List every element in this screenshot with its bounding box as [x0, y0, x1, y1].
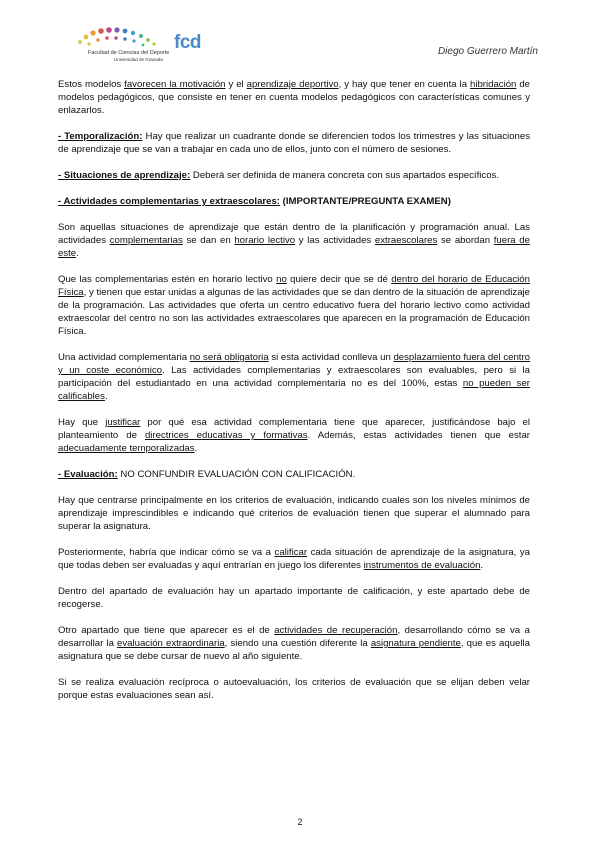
text-run: . Las actividades complementarias y extraescolares son evaluables, pero si la participación del estudiantado en una actividad complementaria no es del 100%, estas — [58, 365, 530, 389]
section-heading: - Actividades complementarias y extraescolares: — [58, 196, 281, 207]
logo-university-name: Universidad de Granada — [114, 57, 163, 62]
paragraph-justify — [58, 416, 530, 455]
text-run: Posteriormente, habría que indicar cómo se va a — [58, 547, 275, 558]
underlined-term: fuera de este — [58, 235, 530, 259]
paragraph-self-evaluation: Si se realiza evaluación recíproca o autoevaluación, los criterios de evaluación que se elijan deben velar porque estas evaluaciones sean así. — [58, 677, 530, 701]
underlined-term: desplazamiento fuera del centro y un coste económico — [58, 352, 530, 376]
section-heading: - Evaluación: — [58, 469, 118, 480]
underlined-term: complementarias — [109, 235, 183, 246]
underlined-term: actividades de recuperación — [274, 625, 398, 636]
underlined-term: evaluación extraordinaria — [117, 638, 225, 649]
underlined-term: dentro del horario de Educación Física — [58, 274, 530, 298]
text-run: . — [76, 248, 79, 259]
underlined-term: hibridación — [469, 79, 517, 90]
text-run: Otro apartado que tiene que aparecer es el de — [58, 625, 275, 636]
underlined-term: no — [276, 274, 287, 285]
logo-abbreviation: fcd — [174, 32, 201, 53]
exam-note: (IMPORTANTE/PREGUNTA EXAMEN) — [280, 196, 451, 207]
page-header — [0, 0, 600, 70]
text-run: y el — [225, 79, 247, 90]
paragraph-activities-definition — [58, 221, 530, 260]
paragraph-grading — [58, 546, 530, 572]
text-run: , desarrollando cómo se va a desarrollar la — [58, 625, 531, 649]
text-run: se abordan — [437, 235, 494, 246]
text-run: Que las complementarias estén en horario lectivo — [58, 274, 277, 285]
text-run: NO CONFUNDIR EVALUACIÓN CON CALIFICACIÓN. — [117, 469, 356, 480]
text-run: Son aquellas situaciones de aprendizaje que están dentro de la planificación y programación anual. Las actividades — [58, 222, 530, 246]
paragraph-models — [58, 78, 530, 117]
paragraph-obligatory — [58, 351, 530, 403]
text-run: , y hay que tener en cuenta la — [338, 79, 470, 90]
paragraph-criteria: Hay que centrarse principalmente en los criterios de evaluación, indicando cuales son los niveles mínimos de aprendizaje imprescindibles e indicando qué criterios de evaluación tienen que superar el alumnado para superar la asignatura. — [58, 495, 530, 532]
underlined-term: instrumentos de evaluación — [363, 560, 481, 571]
section-heading: - Temporalización: — [58, 131, 143, 142]
paragraph-activities-heading — [58, 195, 530, 208]
text-run: cada situación de aprendizaje de la asignatura, ya que todas deben ser evaluadas y aquí entrarían en juego los diferentes — [58, 547, 530, 571]
text-run: . — [480, 560, 484, 571]
text-run: se dan en — [182, 235, 235, 246]
faculty-logo — [58, 18, 208, 64]
paragraph-complementary-schedule — [58, 273, 530, 338]
text-run: Estos modelos — [58, 79, 125, 90]
underlined-term: no será obligatoria — [189, 352, 269, 363]
underlined-term: aprendizaje deportivo — [246, 79, 339, 90]
text-run: si esta actividad conlleva un — [268, 352, 394, 363]
paragraph-learning-situations — [58, 169, 530, 182]
text-run: quiere decir que se dé — [286, 274, 392, 285]
text-run: . — [194, 443, 198, 454]
document-body — [58, 78, 530, 715]
underlined-term: horario lectivo — [234, 235, 296, 246]
text-run: por qué esa actividad complementaria tiene que aparecer, justificándose bajo el planteamiento de — [58, 417, 530, 441]
paragraph-recovery — [58, 624, 530, 663]
underlined-term: no pueden ser calificables — [58, 378, 530, 402]
paragraph-temporalization — [58, 130, 530, 156]
text-run: de modelos pedagógicos, que consiste en tener en cuenta modelos pedagógicos con características comunes y enlazarlos. — [58, 79, 531, 116]
author-name: Diego Guerrero Martín — [437, 46, 538, 57]
underlined-term: calificar — [274, 547, 308, 558]
logo-faculty-name: Facultad de Ciencias del Deporte — [88, 50, 170, 56]
text-run: Hay que — [58, 417, 106, 428]
text-run: . Además, estas actividades tienen que estar — [307, 430, 531, 441]
text-run: Una actividad complementaria — [58, 352, 190, 363]
text-run: Hay que realizar un cuadrante donde se diferencien todos los trimestres y las situaciones de aprendizaje que se van a trabajar en cada uno de ellos, junto con el número de sesiones. — [58, 131, 530, 155]
paragraph-grading-section: Dentro del apartado de evaluación hay un apartado importante de calificación, y este apartado debe de recogerse. — [58, 586, 530, 610]
underlined-term: justificar — [105, 417, 141, 428]
text-run: , que es aquella asignatura que se debe cursar de nuevo al año siguiente. — [58, 638, 530, 662]
page-number: 2 — [297, 817, 303, 827]
section-heading: - Situaciones de aprendizaje: — [58, 170, 191, 181]
text-run: y las actividades — [295, 235, 375, 246]
text-run: . — [104, 391, 108, 402]
text-run: Deberá ser definida de manera concreta con sus apartados específicos. — [190, 170, 499, 181]
text-run: , siendo una cuestión diferente la — [224, 638, 371, 649]
paragraph-evaluation-heading — [58, 468, 530, 481]
underlined-term: directrices educativas y formativas — [144, 430, 308, 441]
underlined-term: asignatura pendiente — [370, 638, 461, 649]
underlined-term: extraescolares — [374, 235, 438, 246]
text-run: , y tienen que estar unidas a algunas de las actividades que se dan dentro de la situación de aprendizaje de la programación. Las actividades que oferta un centro educativo fuera del horario lectivo como actividad extraescolar del centro no son las actividades extraescolares que aparecen en la programación de Educación Física. — [58, 287, 530, 337]
underlined-term: adecuadamente temporalizadas — [58, 443, 195, 454]
underlined-term: favorecen la motivación — [124, 79, 226, 90]
